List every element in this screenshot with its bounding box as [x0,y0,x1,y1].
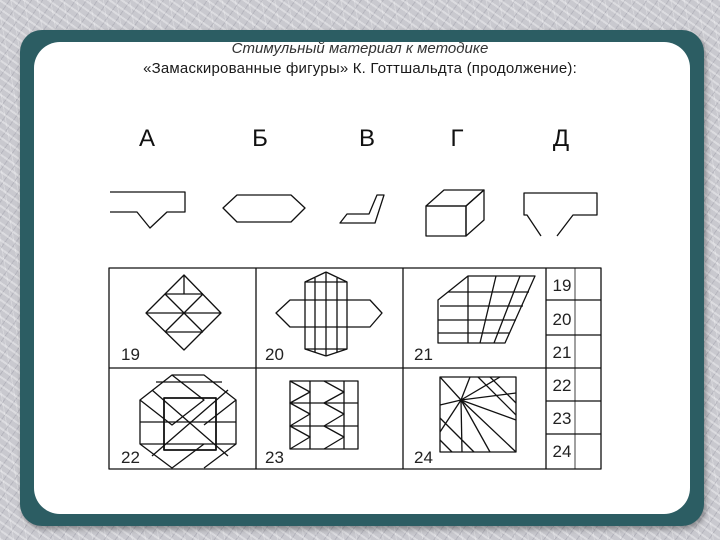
cell-number-22: 22 [121,448,140,467]
cell-number-23: 23 [265,448,284,467]
cell-number-21: 21 [414,345,433,364]
answer-row-23: 23 [552,409,572,428]
cell-figure-21 [438,276,535,343]
figures-table [109,268,601,469]
cell-figure-23 [290,381,358,449]
reference-figure-g [426,190,484,236]
figure-label-g: Г [450,125,464,152]
reference-figure-b [223,195,305,222]
figure-label-a: А [138,125,155,152]
cell-number-20: 20 [265,345,284,364]
answer-row-19: 19 [552,276,572,295]
reference-figure-d [524,193,597,236]
answer-row-20: 20 [552,310,572,329]
answer-row-22: 22 [552,376,572,395]
cell-number-24: 24 [414,448,433,467]
answer-row-24: 24 [552,442,572,461]
reference-figure-v [340,195,384,223]
figure-label-b: Б [252,125,268,152]
cell-number-19: 19 [121,345,140,364]
figure-label-d: Д [552,125,570,152]
cell-figure-19 [146,275,221,350]
cell-figure-24 [440,377,516,452]
slide-title-line2: «Замаскированные фигуры» К. Готтшальдта (продолжение): [143,60,577,77]
cell-figure-20 [276,272,382,356]
figure-label-v: В [358,125,375,152]
slide-title-line1: Стимульный материал к методике [231,40,489,57]
answer-row-21: 21 [552,343,572,362]
reference-figure-a [110,192,185,228]
cell-figure-22 [140,375,236,468]
